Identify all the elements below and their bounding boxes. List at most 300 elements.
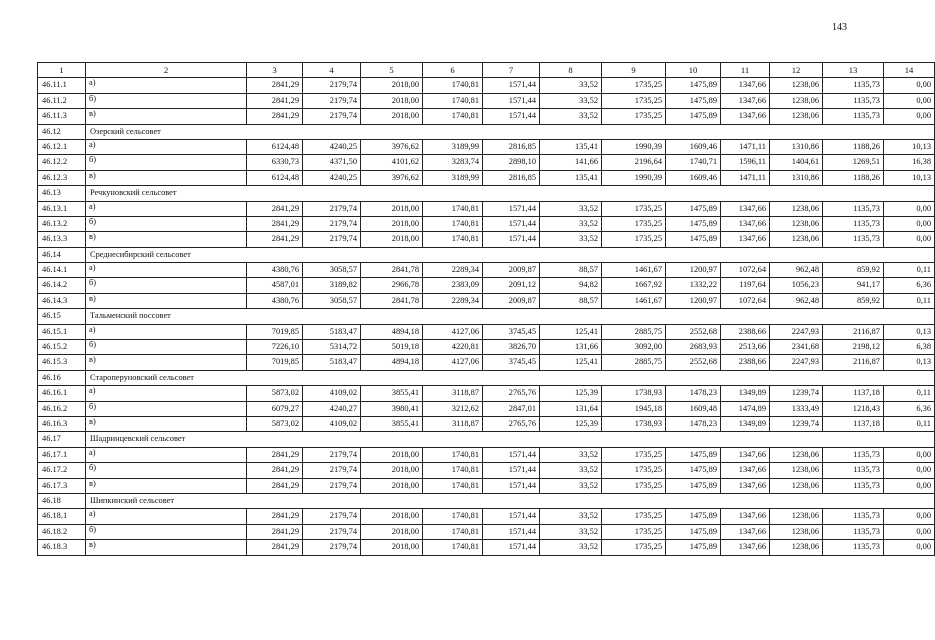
- value-cell-col-14: 0,00: [884, 78, 935, 93]
- value-cell-col-4: 4371,50: [303, 155, 361, 170]
- value-cell-col-14: 6,36: [884, 401, 935, 416]
- value-cell-col-10: 1609,46: [666, 139, 721, 154]
- value-cell-col-8: 125,41: [540, 355, 602, 370]
- value-cell-col-6: 1740,81: [423, 109, 483, 124]
- value-cell-col-11: 1349,89: [721, 386, 770, 401]
- row-code: 46.17.2: [38, 463, 86, 478]
- section-code: 46.13: [38, 186, 86, 201]
- row-label: а): [86, 324, 247, 339]
- value-cell-col-4: 2179,74: [303, 540, 361, 555]
- section-title: Тальменский поссовет: [86, 309, 935, 324]
- value-cell-col-4: 2179,74: [303, 463, 361, 478]
- section-title: Староперуновский сельсовет: [86, 370, 935, 385]
- value-cell-col-9: 1735,25: [602, 509, 666, 524]
- value-cell-col-13: 1137,18: [823, 386, 884, 401]
- value-cell-col-5: 2018,00: [361, 232, 423, 247]
- value-cell-col-7: 1571,44: [483, 540, 540, 555]
- value-cell-col-6: 3118,87: [423, 386, 483, 401]
- value-cell-col-7: 1571,44: [483, 478, 540, 493]
- value-cell-col-9: 2885,75: [602, 324, 666, 339]
- table-row: [38, 355, 935, 370]
- row-code: 46.13.3: [38, 232, 86, 247]
- value-cell-col-12: 1310,86: [770, 170, 823, 185]
- value-cell-col-12: 2247,93: [770, 355, 823, 370]
- value-cell-col-12: 1239,74: [770, 416, 823, 431]
- value-cell-col-8: 33,52: [540, 524, 602, 539]
- table-row: [38, 293, 935, 308]
- value-cell-col-4: 4240,25: [303, 139, 361, 154]
- value-cell-col-12: 1238,06: [770, 540, 823, 555]
- value-cell-col-12: 1238,06: [770, 109, 823, 124]
- value-cell-col-9: 2885,75: [602, 355, 666, 370]
- value-cell-col-3: 2841,29: [247, 540, 303, 555]
- value-cell-col-7: 2847,01: [483, 401, 540, 416]
- column-number-2: 2: [86, 63, 247, 78]
- section-row: [38, 493, 935, 508]
- value-cell-col-13: 1188,26: [823, 170, 884, 185]
- column-number-3: 3: [247, 63, 303, 78]
- value-cell-col-3: 2841,29: [247, 93, 303, 108]
- section-code: 46.17: [38, 432, 86, 447]
- value-cell-col-12: 1333,49: [770, 401, 823, 416]
- value-cell-col-3: 2841,29: [247, 447, 303, 462]
- row-code: 46.15.2: [38, 340, 86, 355]
- value-cell-col-8: 135,41: [540, 170, 602, 185]
- value-cell-col-7: 1571,44: [483, 216, 540, 231]
- value-cell-col-3: 5873,02: [247, 386, 303, 401]
- value-cell-col-11: 1347,66: [721, 201, 770, 216]
- value-cell-col-8: 131,64: [540, 401, 602, 416]
- value-cell-col-8: 33,52: [540, 509, 602, 524]
- value-cell-col-13: 859,92: [823, 293, 884, 308]
- value-cell-col-14: 0,13: [884, 355, 935, 370]
- row-code: 46.12.1: [38, 139, 86, 154]
- section-code: 46.15: [38, 309, 86, 324]
- section-title: Шипкинский сельсовет: [86, 493, 935, 508]
- table-row: [38, 170, 935, 185]
- value-cell-col-10: 1478,23: [666, 416, 721, 431]
- value-cell-col-6: 1740,81: [423, 478, 483, 493]
- row-label: б): [86, 216, 247, 231]
- value-cell-col-13: 859,92: [823, 263, 884, 278]
- value-cell-col-8: 131,66: [540, 340, 602, 355]
- value-cell-col-11: 1596,11: [721, 155, 770, 170]
- value-cell-col-11: 2388,66: [721, 324, 770, 339]
- value-cell-col-13: 1135,73: [823, 463, 884, 478]
- value-cell-col-13: 1269,51: [823, 155, 884, 170]
- row-code: 46.12.2: [38, 155, 86, 170]
- row-code: 46.16.3: [38, 416, 86, 431]
- value-cell-col-8: 141,66: [540, 155, 602, 170]
- value-cell-col-11: 1474,89: [721, 401, 770, 416]
- value-cell-col-4: 2179,74: [303, 524, 361, 539]
- value-cell-col-13: 1135,73: [823, 216, 884, 231]
- value-cell-col-4: 4109,02: [303, 416, 361, 431]
- value-cell-col-4: 5314,72: [303, 340, 361, 355]
- value-cell-col-9: 1667,92: [602, 278, 666, 293]
- row-label: а): [86, 509, 247, 524]
- value-cell-col-9: 1735,25: [602, 232, 666, 247]
- value-cell-col-3: 2841,29: [247, 463, 303, 478]
- value-cell-col-4: 3189,82: [303, 278, 361, 293]
- row-label: в): [86, 170, 247, 185]
- row-label: б): [86, 278, 247, 293]
- value-cell-col-9: 1735,25: [602, 78, 666, 93]
- row-code: 46.11.2: [38, 93, 86, 108]
- table-row: [38, 447, 935, 462]
- value-cell-col-7: 2898,10: [483, 155, 540, 170]
- value-cell-col-12: 1238,06: [770, 201, 823, 216]
- value-cell-col-12: 2247,93: [770, 324, 823, 339]
- value-cell-col-11: 1072,64: [721, 263, 770, 278]
- section-code: 46.16: [38, 370, 86, 385]
- value-cell-col-4: 2179,74: [303, 509, 361, 524]
- value-cell-col-9: 3092,00: [602, 340, 666, 355]
- value-cell-col-6: 3118,87: [423, 416, 483, 431]
- value-cell-col-14: 0,00: [884, 463, 935, 478]
- table-row: [38, 201, 935, 216]
- value-cell-col-4: 2179,74: [303, 216, 361, 231]
- value-cell-col-7: 1571,44: [483, 447, 540, 462]
- value-cell-col-11: 1347,66: [721, 232, 770, 247]
- value-cell-col-13: 1135,73: [823, 509, 884, 524]
- value-cell-col-12: 1238,06: [770, 463, 823, 478]
- value-cell-col-7: 1571,44: [483, 509, 540, 524]
- value-cell-col-10: 1609,48: [666, 401, 721, 416]
- value-cell-col-14: 0,00: [884, 109, 935, 124]
- section-title: Речкуновский сельсовет: [86, 186, 935, 201]
- value-cell-col-5: 4894,18: [361, 355, 423, 370]
- column-number-6: 6: [423, 63, 483, 78]
- section-code: 46.12: [38, 124, 86, 139]
- table-row: [38, 139, 935, 154]
- value-cell-col-10: 1475,89: [666, 201, 721, 216]
- column-number-12: 12: [770, 63, 823, 78]
- value-cell-col-10: 1475,89: [666, 478, 721, 493]
- table-row: [38, 340, 935, 355]
- value-cell-col-5: 2018,00: [361, 524, 423, 539]
- value-cell-col-9: 1990,39: [602, 139, 666, 154]
- row-label: в): [86, 109, 247, 124]
- value-cell-col-5: 2018,00: [361, 509, 423, 524]
- value-cell-col-7: 1571,44: [483, 93, 540, 108]
- table-row: [38, 263, 935, 278]
- section-row: [38, 247, 935, 262]
- value-cell-col-4: 2179,74: [303, 201, 361, 216]
- table-row: [38, 386, 935, 401]
- value-cell-col-9: 1735,25: [602, 109, 666, 124]
- value-cell-col-8: 33,52: [540, 447, 602, 462]
- value-cell-col-6: 1740,81: [423, 447, 483, 462]
- value-cell-col-4: 2179,74: [303, 478, 361, 493]
- row-label: а): [86, 78, 247, 93]
- value-cell-col-9: 1735,25: [602, 93, 666, 108]
- value-cell-col-3: 2841,29: [247, 478, 303, 493]
- row-label: в): [86, 416, 247, 431]
- value-cell-col-14: 0,00: [884, 216, 935, 231]
- table-row: [38, 93, 935, 108]
- value-cell-col-10: 1478,23: [666, 386, 721, 401]
- value-cell-col-11: 1347,66: [721, 478, 770, 493]
- value-cell-col-13: 1135,73: [823, 232, 884, 247]
- value-cell-col-13: 1218,43: [823, 401, 884, 416]
- value-cell-col-11: 1471,11: [721, 170, 770, 185]
- row-code: 46.11.1: [38, 78, 86, 93]
- value-cell-col-12: 2341,68: [770, 340, 823, 355]
- row-label: а): [86, 201, 247, 216]
- value-cell-col-7: 2816,85: [483, 170, 540, 185]
- row-label: а): [86, 447, 247, 462]
- value-cell-col-5: 2018,00: [361, 540, 423, 555]
- value-cell-col-14: 0,00: [884, 540, 935, 555]
- value-cell-col-6: 1740,81: [423, 78, 483, 93]
- value-cell-col-13: 1135,73: [823, 201, 884, 216]
- value-cell-col-7: 2816,85: [483, 139, 540, 154]
- value-cell-col-11: 1347,66: [721, 509, 770, 524]
- value-cell-col-6: 1740,81: [423, 93, 483, 108]
- value-cell-col-11: 1072,64: [721, 293, 770, 308]
- value-cell-col-14: 6,38: [884, 340, 935, 355]
- value-cell-col-8: 33,52: [540, 463, 602, 478]
- value-cell-col-6: 1740,81: [423, 216, 483, 231]
- value-cell-col-3: 4380,76: [247, 293, 303, 308]
- value-cell-col-7: 3745,45: [483, 324, 540, 339]
- section-title: Среднесибирский сельсовет: [86, 247, 935, 262]
- value-cell-col-11: 1349,89: [721, 416, 770, 431]
- value-cell-col-4: 4240,27: [303, 401, 361, 416]
- row-code: 46.16.1: [38, 386, 86, 401]
- value-cell-col-10: 1200,97: [666, 263, 721, 278]
- value-cell-col-5: 3976,62: [361, 139, 423, 154]
- value-cell-col-14: 0,00: [884, 524, 935, 539]
- value-cell-col-10: 1332,22: [666, 278, 721, 293]
- value-cell-col-5: 3980,41: [361, 401, 423, 416]
- value-cell-col-10: 1200,97: [666, 293, 721, 308]
- value-cell-col-8: 135,41: [540, 139, 602, 154]
- value-cell-col-8: 94,82: [540, 278, 602, 293]
- row-label: а): [86, 139, 247, 154]
- value-cell-col-10: 1475,89: [666, 540, 721, 555]
- value-cell-col-11: 1347,66: [721, 540, 770, 555]
- value-cell-col-3: 2841,29: [247, 216, 303, 231]
- value-cell-col-14: 0,00: [884, 478, 935, 493]
- value-cell-col-13: 1135,73: [823, 478, 884, 493]
- row-label: в): [86, 355, 247, 370]
- table-row: [38, 278, 935, 293]
- row-label: б): [86, 93, 247, 108]
- value-cell-col-11: 1347,66: [721, 463, 770, 478]
- value-cell-col-5: 5019,18: [361, 340, 423, 355]
- value-cell-col-4: 2179,74: [303, 109, 361, 124]
- value-cell-col-13: 1135,73: [823, 109, 884, 124]
- value-cell-col-7: 1571,44: [483, 109, 540, 124]
- value-cell-col-3: 2841,29: [247, 201, 303, 216]
- value-cell-col-13: 1188,26: [823, 139, 884, 154]
- value-cell-col-7: 3826,70: [483, 340, 540, 355]
- value-cell-col-4: 2179,74: [303, 93, 361, 108]
- row-label: в): [86, 540, 247, 555]
- value-cell-col-9: 1945,18: [602, 401, 666, 416]
- value-cell-col-6: 3283,74: [423, 155, 483, 170]
- value-cell-col-13: 941,17: [823, 278, 884, 293]
- value-cell-col-14: 0,00: [884, 509, 935, 524]
- value-cell-col-9: 2196,64: [602, 155, 666, 170]
- value-cell-col-6: 1740,81: [423, 232, 483, 247]
- value-cell-col-12: 1238,06: [770, 524, 823, 539]
- table-row: [38, 109, 935, 124]
- value-cell-col-9: 1461,67: [602, 263, 666, 278]
- value-cell-col-12: 1310,86: [770, 139, 823, 154]
- column-number-11: 11: [721, 63, 770, 78]
- value-cell-col-6: 2289,34: [423, 293, 483, 308]
- value-cell-col-8: 125,41: [540, 324, 602, 339]
- value-cell-col-3: 2841,29: [247, 509, 303, 524]
- column-number-10: 10: [666, 63, 721, 78]
- value-cell-col-11: 1347,66: [721, 524, 770, 539]
- table-body: [38, 63, 935, 556]
- value-cell-col-8: 88,57: [540, 263, 602, 278]
- row-code: 46.18.1: [38, 509, 86, 524]
- value-cell-col-7: 3745,45: [483, 355, 540, 370]
- row-code: 46.14.3: [38, 293, 86, 308]
- value-cell-col-12: 1238,06: [770, 78, 823, 93]
- value-cell-col-11: 1347,66: [721, 447, 770, 462]
- column-number-5: 5: [361, 63, 423, 78]
- value-cell-col-11: 1347,66: [721, 109, 770, 124]
- value-cell-col-10: 1475,89: [666, 524, 721, 539]
- section-row: [38, 309, 935, 324]
- value-cell-col-7: 1571,44: [483, 232, 540, 247]
- value-cell-col-11: 1471,11: [721, 139, 770, 154]
- row-code: 46.12.3: [38, 170, 86, 185]
- value-cell-col-3: 5873,02: [247, 416, 303, 431]
- value-cell-col-12: 1238,06: [770, 216, 823, 231]
- value-cell-col-4: 4109,02: [303, 386, 361, 401]
- value-cell-col-9: 1461,67: [602, 293, 666, 308]
- value-cell-col-6: 4127,06: [423, 355, 483, 370]
- table-row: [38, 324, 935, 339]
- value-cell-col-5: 2018,00: [361, 78, 423, 93]
- value-cell-col-14: 0,11: [884, 386, 935, 401]
- value-cell-col-12: 962,48: [770, 293, 823, 308]
- value-cell-col-6: 3212,62: [423, 401, 483, 416]
- value-cell-col-14: 0,13: [884, 324, 935, 339]
- value-cell-col-12: 1238,06: [770, 232, 823, 247]
- value-cell-col-10: 1475,89: [666, 216, 721, 231]
- table-row: [38, 78, 935, 93]
- value-cell-col-6: 1740,81: [423, 463, 483, 478]
- table-row: [38, 232, 935, 247]
- value-cell-col-6: 3189,99: [423, 170, 483, 185]
- value-cell-col-14: 0,00: [884, 93, 935, 108]
- value-cell-col-13: 2116,87: [823, 324, 884, 339]
- column-number-7: 7: [483, 63, 540, 78]
- value-cell-col-12: 1239,74: [770, 386, 823, 401]
- value-cell-col-3: 6124,48: [247, 139, 303, 154]
- column-number-14: 14: [884, 63, 935, 78]
- row-code: 46.15.1: [38, 324, 86, 339]
- value-cell-col-13: 2198,12: [823, 340, 884, 355]
- row-label: б): [86, 340, 247, 355]
- value-cell-col-4: 5183,47: [303, 324, 361, 339]
- value-cell-col-3: 7226,10: [247, 340, 303, 355]
- value-cell-col-13: 1135,73: [823, 447, 884, 462]
- row-label: б): [86, 524, 247, 539]
- value-cell-col-13: 1135,73: [823, 524, 884, 539]
- section-row: [38, 124, 935, 139]
- row-code: 46.16.2: [38, 401, 86, 416]
- value-cell-col-5: 2966,78: [361, 278, 423, 293]
- value-cell-col-8: 33,52: [540, 201, 602, 216]
- value-cell-col-14: 6,36: [884, 278, 935, 293]
- row-code: 46.14.2: [38, 278, 86, 293]
- value-cell-col-12: 1238,06: [770, 509, 823, 524]
- value-cell-col-5: 2018,00: [361, 109, 423, 124]
- value-cell-col-7: 1571,44: [483, 201, 540, 216]
- table-row: [38, 416, 935, 431]
- value-cell-col-6: 4220,81: [423, 340, 483, 355]
- value-cell-col-7: 2009,87: [483, 293, 540, 308]
- table-row: [38, 155, 935, 170]
- value-cell-col-14: 0,00: [884, 201, 935, 216]
- value-cell-col-6: 4127,06: [423, 324, 483, 339]
- row-code: 46.13.1: [38, 201, 86, 216]
- value-cell-col-10: 1475,89: [666, 463, 721, 478]
- value-cell-col-3: 7019,85: [247, 324, 303, 339]
- value-cell-col-5: 2018,00: [361, 201, 423, 216]
- value-cell-col-12: 1238,06: [770, 93, 823, 108]
- value-cell-col-10: 1475,89: [666, 109, 721, 124]
- value-cell-col-10: 1740,71: [666, 155, 721, 170]
- value-cell-col-5: 3976,62: [361, 170, 423, 185]
- value-cell-col-12: 962,48: [770, 263, 823, 278]
- value-cell-col-12: 1404,61: [770, 155, 823, 170]
- row-label: в): [86, 478, 247, 493]
- value-cell-col-11: 1197,64: [721, 278, 770, 293]
- value-cell-col-9: 1735,25: [602, 540, 666, 555]
- value-cell-col-8: 125,39: [540, 386, 602, 401]
- value-cell-col-12: 1238,06: [770, 447, 823, 462]
- value-cell-col-4: 2179,74: [303, 447, 361, 462]
- value-cell-col-7: 1571,44: [483, 78, 540, 93]
- value-cell-col-11: 2388,66: [721, 355, 770, 370]
- value-cell-col-5: 2018,00: [361, 93, 423, 108]
- value-cell-col-7: 2765,76: [483, 416, 540, 431]
- row-label: в): [86, 293, 247, 308]
- value-cell-col-14: 0,11: [884, 263, 935, 278]
- section-code: 46.18: [38, 493, 86, 508]
- value-cell-col-5: 2018,00: [361, 216, 423, 231]
- value-cell-col-12: 1238,06: [770, 478, 823, 493]
- value-cell-col-14: 0,11: [884, 293, 935, 308]
- value-cell-col-9: 1738,93: [602, 386, 666, 401]
- value-cell-col-9: 1735,25: [602, 478, 666, 493]
- value-cell-col-13: 1135,73: [823, 93, 884, 108]
- value-cell-col-5: 4101,62: [361, 155, 423, 170]
- value-cell-col-8: 33,52: [540, 78, 602, 93]
- section-title: Озерский сельсовет: [86, 124, 935, 139]
- value-cell-col-3: 6330,73: [247, 155, 303, 170]
- value-cell-col-3: 2841,29: [247, 232, 303, 247]
- value-cell-col-4: 2179,74: [303, 78, 361, 93]
- value-cell-col-9: 1735,25: [602, 447, 666, 462]
- value-cell-col-6: 2383,09: [423, 278, 483, 293]
- value-cell-col-10: 2552,68: [666, 355, 721, 370]
- value-cell-col-8: 33,52: [540, 109, 602, 124]
- row-code: 46.17.1: [38, 447, 86, 462]
- column-number-row: [38, 63, 935, 78]
- value-cell-col-3: 7019,85: [247, 355, 303, 370]
